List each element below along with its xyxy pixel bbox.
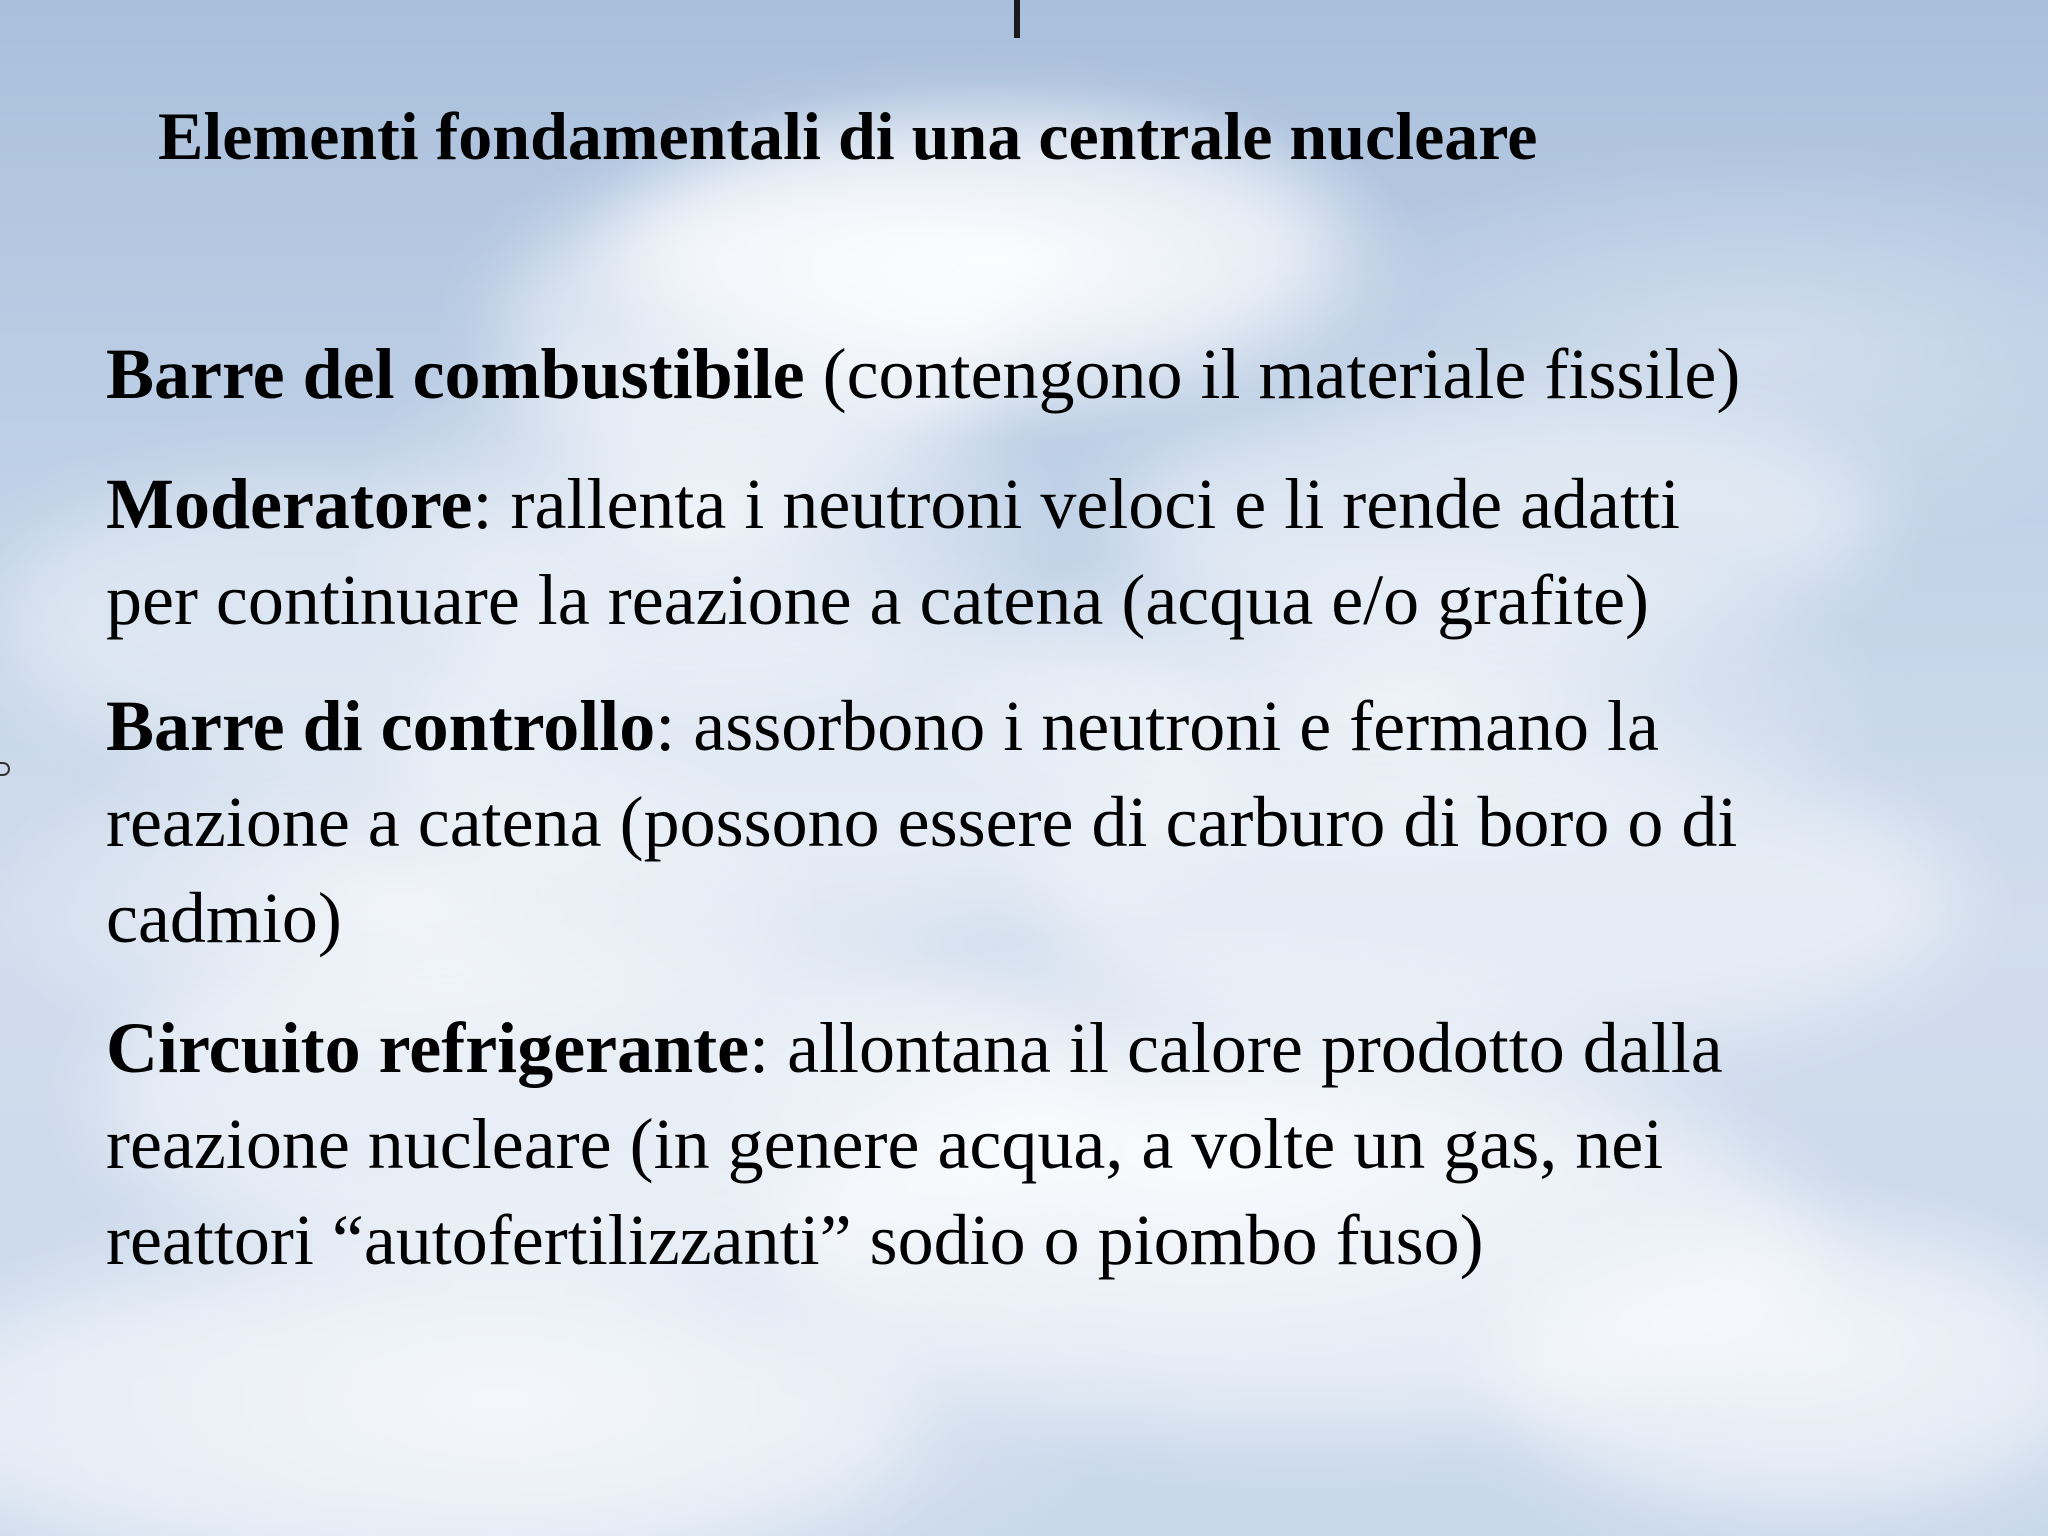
bullet-list (106, 326, 2006, 1322)
item-line (106, 326, 2006, 422)
top-edge-mark (1014, 0, 1020, 38)
item-text: cadmio) (106, 878, 342, 958)
list-item-barre-combustibile (106, 326, 2006, 422)
item-text: reazione a catena (possono essere di carburo di boro o di (106, 782, 1738, 862)
list-item-moderatore (106, 456, 2006, 648)
item-text: per continuare la reazione a catena (acqua e/o grafite) (106, 560, 1650, 640)
item-term: Moderatore (106, 464, 473, 544)
item-term: Barre di controllo (106, 686, 656, 766)
item-text: : assorbono i neutroni e fermano la (655, 686, 1659, 766)
item-line (106, 678, 2006, 774)
item-text: : allontana il calore prodotto dalla (749, 1008, 1723, 1088)
item-text: : rallenta i neutroni veloci e li rende adatti (472, 464, 1681, 544)
list-item-circuito-refrigerante (106, 1000, 2006, 1288)
item-text: reattori “autofertilizzanti” sodio o piombo fuso) (106, 1200, 1484, 1280)
list-item-barre-controllo (106, 678, 2006, 966)
item-line (106, 1000, 2006, 1096)
item-text: (contengono il materiale fissile) (804, 334, 1741, 414)
item-term: Circuito refrigerante (106, 1008, 750, 1088)
slide-title: Elementi fondamentali di una centrale nucleare (158, 98, 1538, 174)
item-text: reazione nucleare (in genere acqua, a volte un gas, nei (106, 1104, 1664, 1184)
item-term: Barre del combustibile (106, 334, 805, 414)
item-line (106, 456, 2006, 552)
